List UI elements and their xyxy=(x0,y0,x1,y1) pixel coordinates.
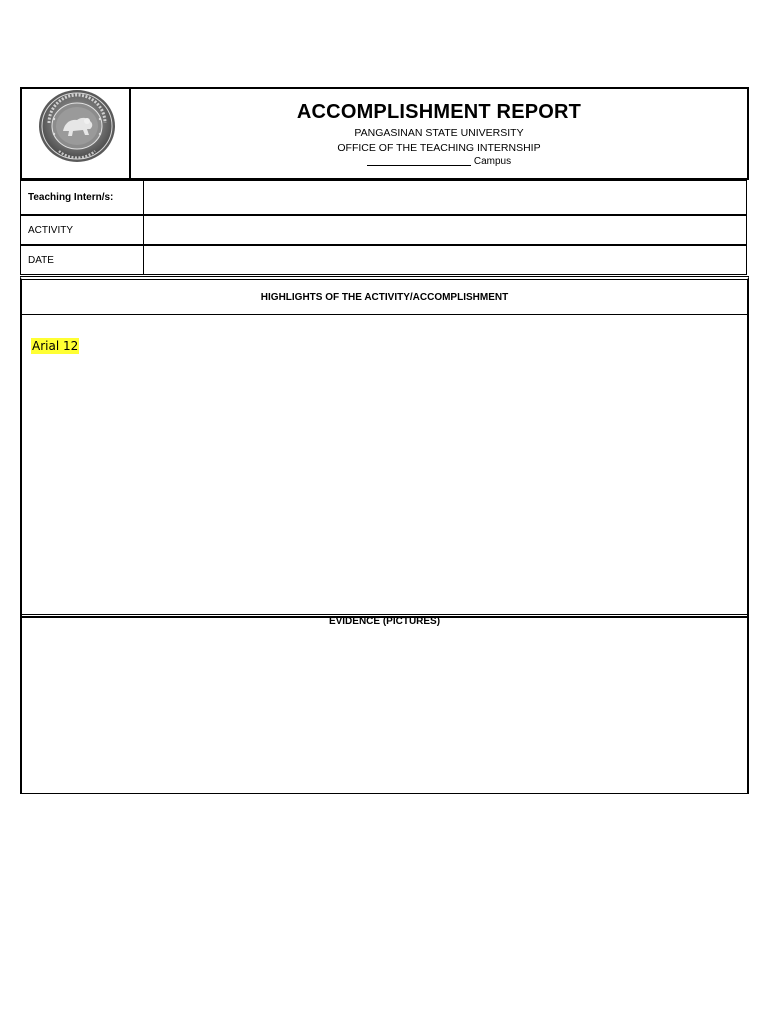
font-note: Arial 12 xyxy=(32,339,79,353)
office-name: OFFICE OF THE TEACHING INTERNSHIP xyxy=(337,142,541,154)
highlights-heading: HIGHLIGHTS OF THE ACTIVITY/ACCOMPLISHMENT xyxy=(22,280,747,315)
teaching-interns-field[interactable] xyxy=(144,181,746,214)
evidence-section xyxy=(20,614,749,794)
university-name: PANGASINAN STATE UNIVERSITY xyxy=(354,127,524,139)
report-header xyxy=(20,87,749,180)
campus-line xyxy=(131,155,747,167)
campus-label: Campus xyxy=(473,156,512,167)
info-row-date xyxy=(21,246,746,274)
date-label: DATE xyxy=(21,246,144,274)
info-row-teaching-interns xyxy=(21,181,746,216)
logo-cell xyxy=(22,89,131,178)
info-table xyxy=(20,179,747,275)
campus-blank-field[interactable] xyxy=(367,155,471,166)
activity-field[interactable] xyxy=(144,216,746,244)
report-title: ACCOMPLISHMENT REPORT xyxy=(296,101,582,123)
evidence-heading: EVIDENCE (PICTURES) xyxy=(328,616,441,627)
teaching-interns-label: Teaching Intern/s: xyxy=(21,181,144,214)
university-seal-icon xyxy=(37,89,117,165)
highlights-section xyxy=(20,276,749,618)
info-row-activity xyxy=(21,216,746,246)
title-cell xyxy=(131,89,747,178)
activity-label: ACTIVITY xyxy=(21,216,144,244)
date-field[interactable] xyxy=(144,246,746,274)
